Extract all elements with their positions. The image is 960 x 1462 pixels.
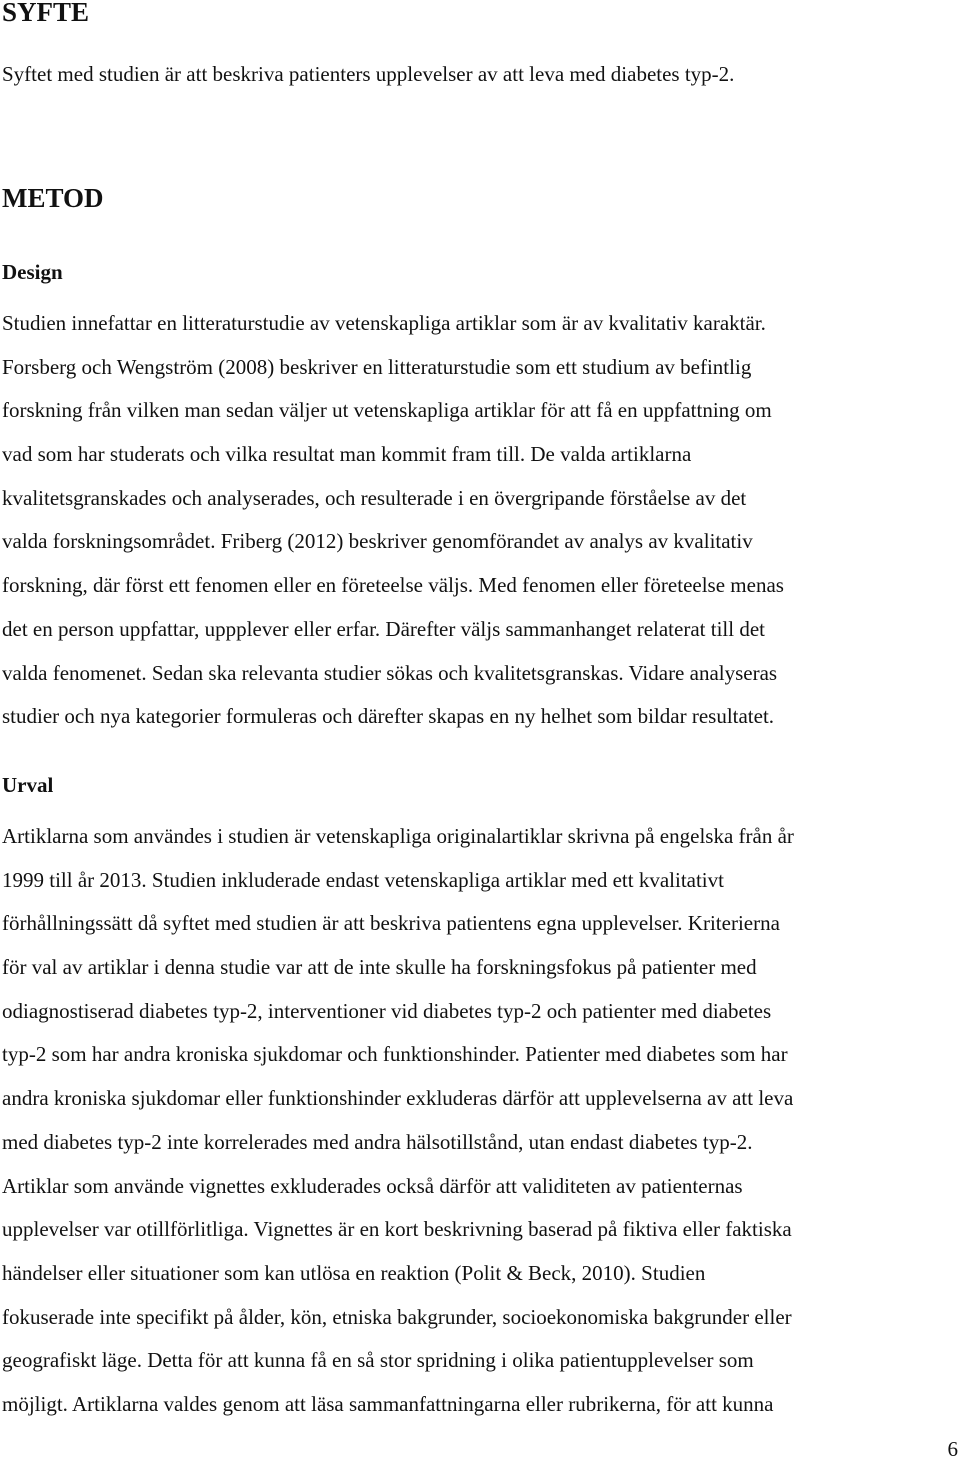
syfte-text: Syftet med studien är att beskriva patienters upplevelser av att leva med diabetes typ-2. <box>2 62 735 86</box>
urval-line: Artiklar som använde vignettes exkluderades också därför att validiteten av patienternas <box>2 1174 743 1198</box>
design-line: det en person uppfattar, uppplever eller erfar. Därefter väljs sammanhanget relaterat till det <box>2 617 765 641</box>
urval-line: för val av artiklar i denna studie var att de inte skulle ha forskningsfokus på patienter med <box>2 955 757 979</box>
design-line: kvalitetsgranskades och analyserades, och resulterade i en övergripande förståelse av det <box>2 486 747 510</box>
urval-line: Artiklarna som användes i studien är vetenskapliga originalartiklar skrivna på engelska från år <box>2 824 794 848</box>
urval-line: typ-2 som har andra kroniska sjukdomar och funktionshinder. Patienter med diabetes som har <box>2 1042 788 1066</box>
urval-line: upplevelser var otillförlitliga. Vignettes är en kort beskrivning baserad på fiktiva eller faktiska <box>2 1217 792 1241</box>
design-heading: Design <box>2 260 63 284</box>
design-line: valda forskningsområdet. Friberg (2012) beskriver genomförandet av analys av kvalitativ <box>2 529 753 553</box>
design-line: Forsberg och Wengström (2008) beskriver en litteraturstudie som ett studium av befintlig <box>2 355 752 379</box>
design-line: Studien innefattar en litteraturstudie av vetenskapliga artiklar som är av kvalitativ karaktär. <box>2 311 766 335</box>
metod-heading: METOD <box>2 183 104 213</box>
urval-line: händelser eller situationer som kan utlösa en reaktion (Polit & Beck, 2010). Studien <box>2 1261 706 1285</box>
urval-line: förhållningssätt då syftet med studien är att beskriva patientens egna upplevelser. Kriterierna <box>2 911 780 935</box>
urval-heading: Urval <box>2 773 54 797</box>
urval-line: andra kroniska sjukdomar eller funktionshinder exkluderas därför att upplevelserna av att leva <box>2 1086 794 1110</box>
urval-line: möjligt. Artiklarna valdes genom att läsa sammanfattningarna eller rubrikerna, för att kunna <box>2 1392 774 1416</box>
design-line: vad som har studerats och vilka resultat man kommit fram till. De valda artiklarna <box>2 442 692 466</box>
design-line: valda fenomenet. Sedan ska relevanta studier sökas och kvalitetsgranskas. Vidare analyseras <box>2 661 778 685</box>
urval-line: med diabetes typ-2 inte korrelerades med andra hälsotillstånd, utan endast diabetes typ-2. <box>2 1130 753 1154</box>
urval-line: 1999 till år 2013. Studien inkluderade endast vetenskapliga artiklar med ett kvalitativt <box>2 868 724 892</box>
design-line: studier och nya kategorier formuleras och därefter skapas en ny helhet som bildar resultatet. <box>2 704 775 728</box>
design-line: forskning, där först ett fenomen eller en företeelse väljs. Med fenomen eller företeelse menas <box>2 573 784 597</box>
urval-line: fokuserade inte specifikt på ålder, kön, etniska bakgrunder, socioekonomiska bakgrunder eller <box>2 1305 792 1329</box>
urval-line: odiagnostiserad diabetes typ-2, interventioner vid diabetes typ-2 och patienter med diabetes <box>2 999 772 1023</box>
syfte-heading: SYFTE <box>2 0 90 27</box>
urval-line: geografiskt läge. Detta för att kunna få en så stor spridning i olika patientupplevelser som <box>2 1348 754 1372</box>
design-line: forskning från vilken man sedan väljer ut vetenskapliga artiklar för att få en uppfattning om <box>2 398 772 422</box>
page-number: 6 <box>947 1437 958 1461</box>
